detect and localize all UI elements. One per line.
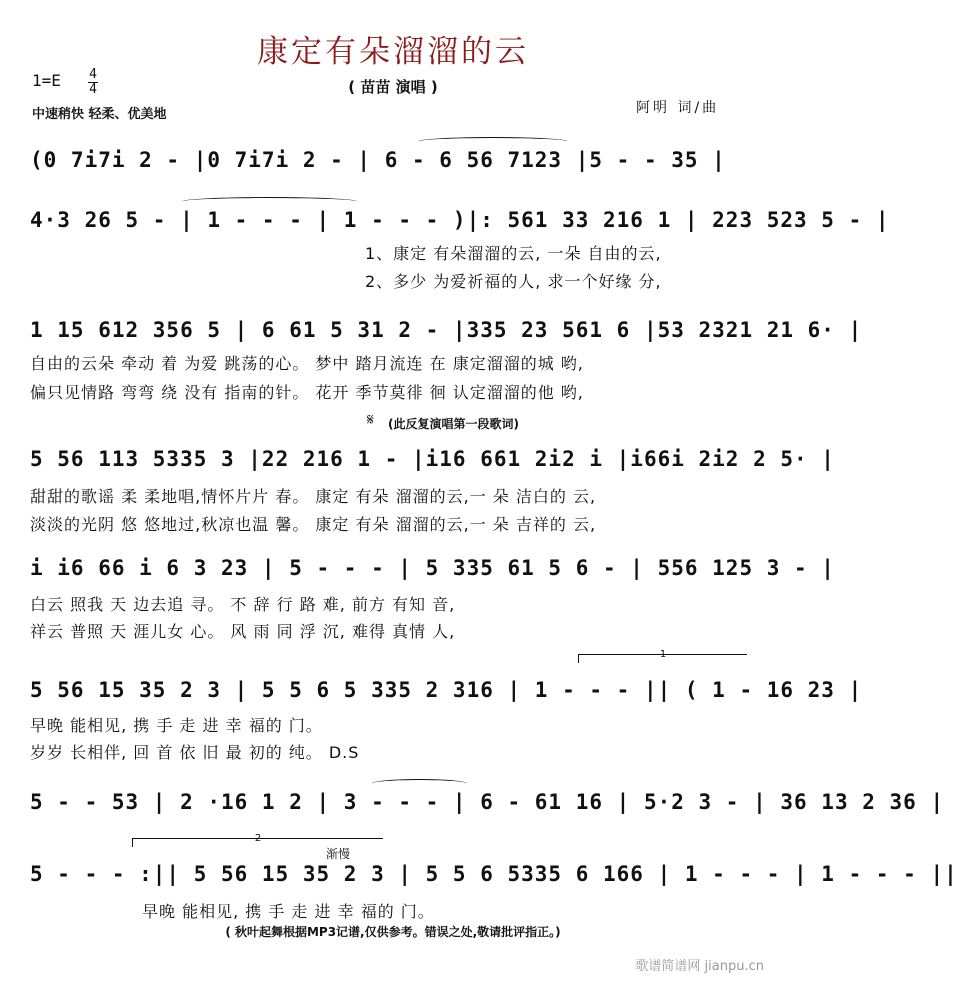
score-row-6: 5 56 15 35 2 3 | 5 5 6 5 335 2 316 | 1 - - - || ( 1 - 16 23 | <box>30 678 863 702</box>
score-row-4: 5 56 113 5335 3 |22 216 1 - |i16 661 2i2 i |i66i 2i2 2 5· | <box>30 447 835 471</box>
lyric-row-3-verse-2: 偏只见情路 弯弯 绕 没有 指南的针。 花开 季节莫徘 徊 认定溜溜的他 哟, <box>30 383 584 402</box>
score-row-7: 5 - - 53 | 2 ·16 1 2 | 3 - - - | 6 - 61 16 | 5·2 3 - | 36 13 2 36 | <box>30 790 945 814</box>
lyric-row-5-verse-1: 白云 照我 天 边去追 寻。 不 辞 行 路 难, 前方 有知 音, <box>30 595 456 614</box>
volta-2-label: 2 <box>254 833 262 844</box>
site-watermark: 歌谱简谱网 jianpu.cn <box>635 959 764 974</box>
lyric-row-2-verse-2: 2、多少 为爱祈福的人, 求一个好缘 分, <box>365 272 662 291</box>
lyric-row-4-verse-2: 淡淡的光阴 悠 悠地过,秋凉也温 馨。 康定 有朵 溜溜的云,一 朵 吉祥的 云, <box>30 515 597 534</box>
segno-sign: 𝄋 <box>367 410 374 429</box>
tie-mark <box>182 197 357 206</box>
time-signature-bottom: 4 <box>89 82 97 97</box>
score-row-2: 4·3 26 5 - | 1 - - - | 1 - - - )|: 561 33 216 1 | 223 523 5 - | <box>30 208 890 232</box>
key-signature: 1=E <box>32 71 61 90</box>
author-credit: 阿明 词/曲 <box>636 100 720 116</box>
score-row-8: 5 - - - :|| 5 56 15 35 2 3 | 5 5 6 5335 6 166 | 1 - - - | 1 - - - || <box>30 862 958 886</box>
lyric-row-8: 早晚 能相见, 携 手 走 进 幸 福的 门。 <box>142 902 435 921</box>
score-row-3: 1 15 612 356 5 | 6 61 5 31 2 - |335 23 561 6 |53 2321 21 6· | <box>30 318 863 342</box>
lyric-row-5-verse-2: 祥云 普照 天 涯儿女 心。 风 雨 同 浮 沉, 难得 真情 人, <box>30 622 456 641</box>
volta-1-label: 1 <box>659 649 667 660</box>
score-row-1: (0 7i7i 2 - |0 7i7i 2 - | 6 - 6 56 7123 |5 - - 35 | <box>30 148 726 172</box>
lyric-row-2-verse-1: 1、康定 有朵溜溜的云, 一朵 自由的云, <box>365 244 662 263</box>
volta-bracket-1 <box>578 649 747 663</box>
lyric-row-6-verse-1: 早晚 能相见, 携 手 走 进 幸 福的 门。 <box>30 716 323 735</box>
slur-mark <box>372 779 467 788</box>
score-row-5: i i6 66 i 6 3 23 | 5 - - - | 5 335 61 5 6 - | 556 125 3 - | <box>30 556 835 580</box>
ritardando-marking: 渐慢 <box>326 847 351 861</box>
lyric-row-3-verse-1: 自由的云朵 牵动 着 为爱 跳荡的心。 梦中 踏月流连 在 康定溜溜的城 哟, <box>30 354 584 373</box>
tempo-marking: 中速稍快 轻柔、优美地 <box>32 107 167 122</box>
slur-mark <box>418 137 568 146</box>
time-signature <box>86 68 100 97</box>
time-signature-top: 4 <box>89 67 97 82</box>
segno-note: (此反复演唱第一段歌词) <box>388 417 519 431</box>
lyric-row-4-verse-1: 甜甜的歌谣 柔 柔地唱,情怀片片 春。 康定 有朵 溜溜的云,一 朵 洁白的 云, <box>30 487 597 506</box>
singer-credit: ( 苗苗 演唱 ) <box>348 78 438 96</box>
lyric-row-6-verse-2: 岁岁 长相伴, 回 首 依 旧 最 初的 纯。 D.S <box>30 743 360 762</box>
transcriber-note: ( 秋叶起舞根据MP3记谱,仅供参考。错误之处,敬请批评指正。) <box>225 925 561 939</box>
song-title: 康定有朵溜溜的云 <box>257 34 529 70</box>
